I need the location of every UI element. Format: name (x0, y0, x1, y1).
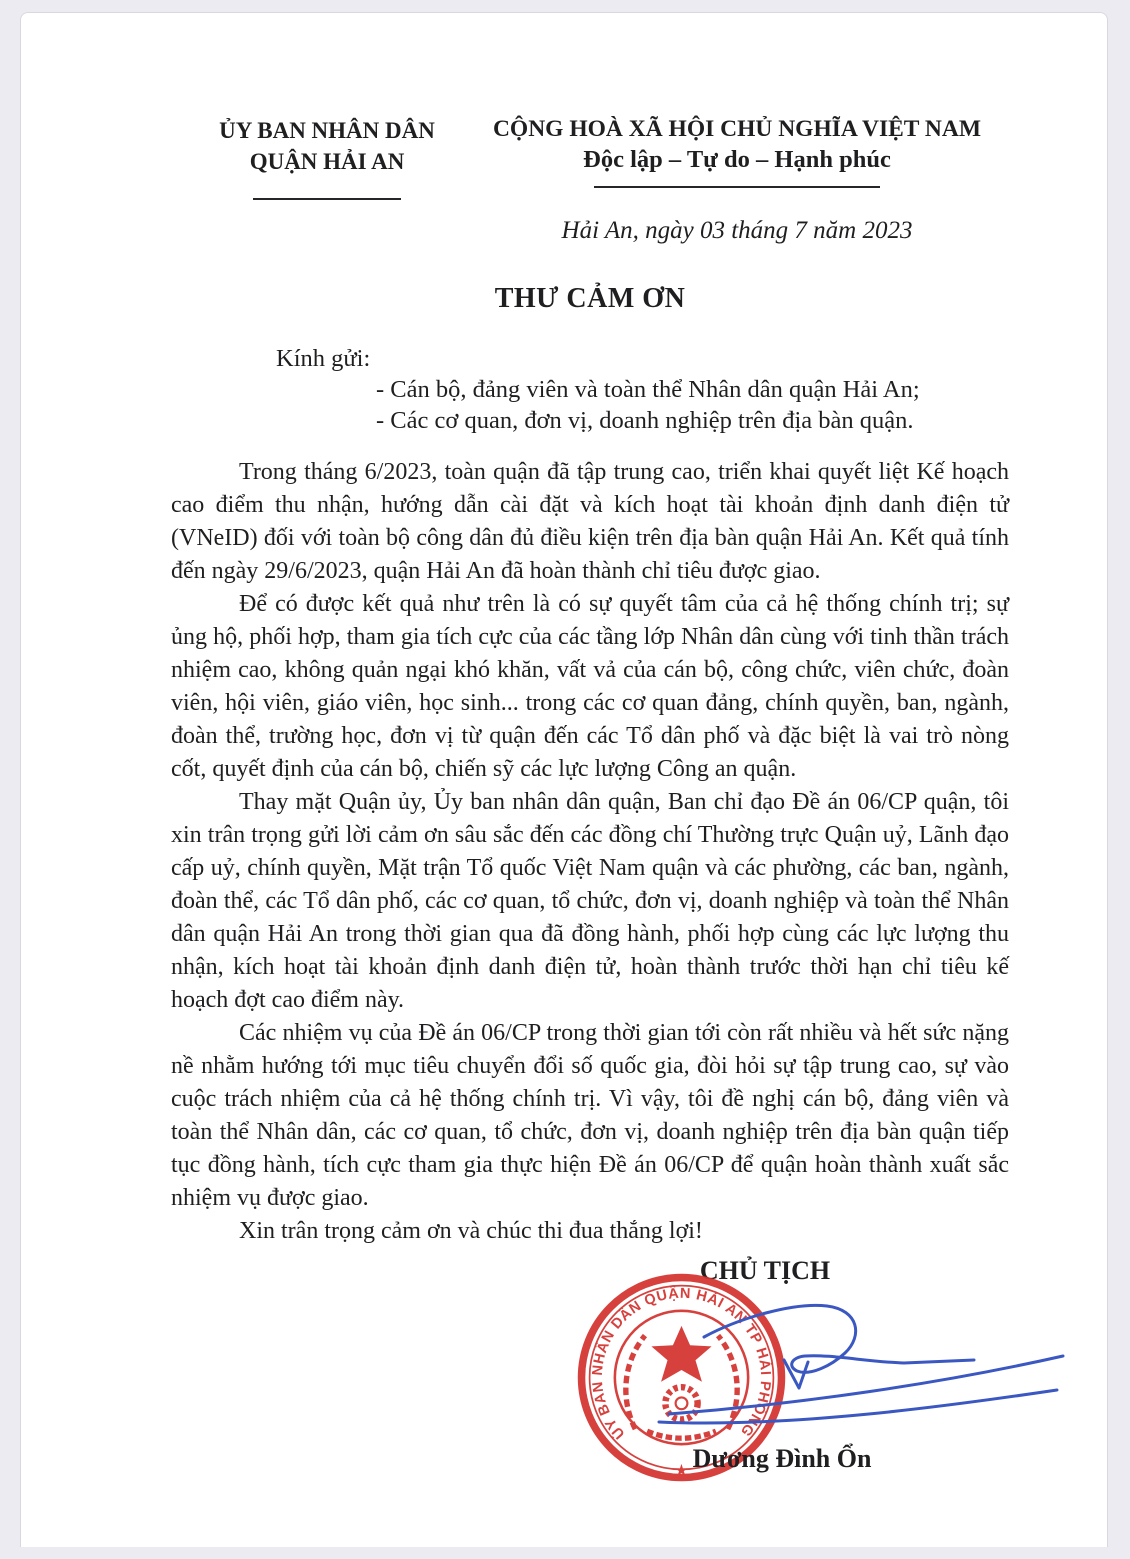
issuing-agency-block (171, 115, 483, 208)
body-paragraph: Thay mặt Quận ủy, Ủy ban nhân dân quận, Ban chỉ đạo Đề án 06/CP quận, tôi xin trân trọng gửi lời cảm ơn sâu sắc đến các đồng chí Thường trực Quận uỷ, Lãnh đạo cấp uỷ, chính quyền, Mặt trận Tổ quốc Việt Nam quận và các phường, các ban, ngành, đoàn thể, các Tổ dân phố, các cơ quan, tổ chức, đơn vị, doanh nghiệp và toàn thể Nhân dân quận Hải An trong thời gian qua đã đồng hành, phối hợp cùng các lực lượng thu nhận, kích hoạt tài khoản định danh điện tử, hoàn thành trước thời hạn chỉ tiêu kế hoạch đợt cao điểm này. (171, 789, 1009, 1013)
document-title: THƯ CẢM ƠN (494, 283, 686, 314)
letter-body (171, 456, 1009, 1248)
body-paragraph: Để có được kết quả như trên là có sự quyết tâm của cả hệ thống chính trị; sự ủng hộ, phối hợp, tham gia tích cực của các tầng lớp Nhân dân cùng với tinh thần trách nhiệm cao, không quản ngại khó khăn, vất vả của cán bộ, công chức, viên chức, đoàn viên, hội viên, giáo viên, học sinh... trong các cơ quan đảng, chính quyền, ban, ngành, đoàn thể, trường học, đơn vị từ quận đến các Tổ dân phố và đặc biệt là vai trò nòng cốt, quyết định của cán bộ, chiến sỹ các lực lượng Công an quận. (171, 591, 1009, 782)
body-paragraph: Trong tháng 6/2023, toàn quận đã tập trung cao, triển khai quyết liệt Kế hoạch cao điểm thu nhận, hướng dẫn cài đặt và kích hoạt tài khoản định danh điện tử (VNeID) đối với toàn bộ công dân đủ điều kiện trên địa bàn quận Hải An. Kết quả tính đến ngày 29/6/2023, quận Hải An đã hoàn thành chỉ tiêu được giao. (171, 459, 1009, 584)
national-motto: Độc lập – Tự do – Hạnh phúc (583, 146, 891, 173)
body-paragraph: Xin trân trọng cảm ơn và chúc thi đua thắng lợi! (239, 1218, 703, 1244)
seal-ring-text: ỦY BAN NHÂN DÂN QUẬN HẢI AN TP HẢI PHÒNG (589, 1285, 774, 1442)
letter-page (20, 12, 1108, 1547)
signer-name: Dương Đình Ổn (692, 1444, 872, 1473)
seal-star-icon: ★ (674, 1462, 689, 1480)
salutation-label: Kính gửi: (276, 345, 371, 372)
national-title: CỘNG HOÀ XÃ HỘI CHỦ NGHĨA VIỆT NAM (492, 116, 982, 142)
signer-title: CHỦ TỊCH (699, 1256, 831, 1285)
national-motto-block (483, 115, 1009, 245)
body-paragraph: Các nhiệm vụ của Đề án 06/CP trong thời gian tới còn rất nhiều và hết sức nặng nề nhằm hướng tới mục tiêu chuyển đổi số quốc gia, đòi hỏi sự tập trung cao, sự vào cuộc trách nhiệm của cả hệ thống chính trị. Vì vậy, tôi đề nghị cán bộ, đảng viên và toàn thể Nhân dân, các cơ quan, tổ chức, đơn vị, doanh nghiệp trên địa bàn quận tiếp tục đồng hành, tích cực tham gia thực hiện Đề án 06/CP để quận hoàn thành xuất sắc nhiệm vụ được giao. (171, 1020, 1009, 1211)
motto-underline (594, 179, 880, 188)
agency-name-line2: QUẬN HẢI AN (249, 149, 405, 174)
signature-block (171, 1256, 1009, 1501)
date-line: Hải An, ngày 03 tháng 7 năm 2023 (561, 217, 913, 244)
recipient-line: - Cán bộ, đảng viên và toàn thể Nhân dân quận Hải An; (376, 376, 920, 403)
letter-header (171, 115, 1009, 245)
salutation-block (171, 343, 1009, 436)
agency-name-line1: ỦY BAN NHÂN DÂN (219, 118, 435, 143)
agency-underline (253, 191, 401, 200)
recipient-line: - Các cơ quan, đơn vị, doanh nghiệp trên địa bàn quận. (376, 407, 914, 434)
handwritten-signature (629, 1292, 1074, 1434)
